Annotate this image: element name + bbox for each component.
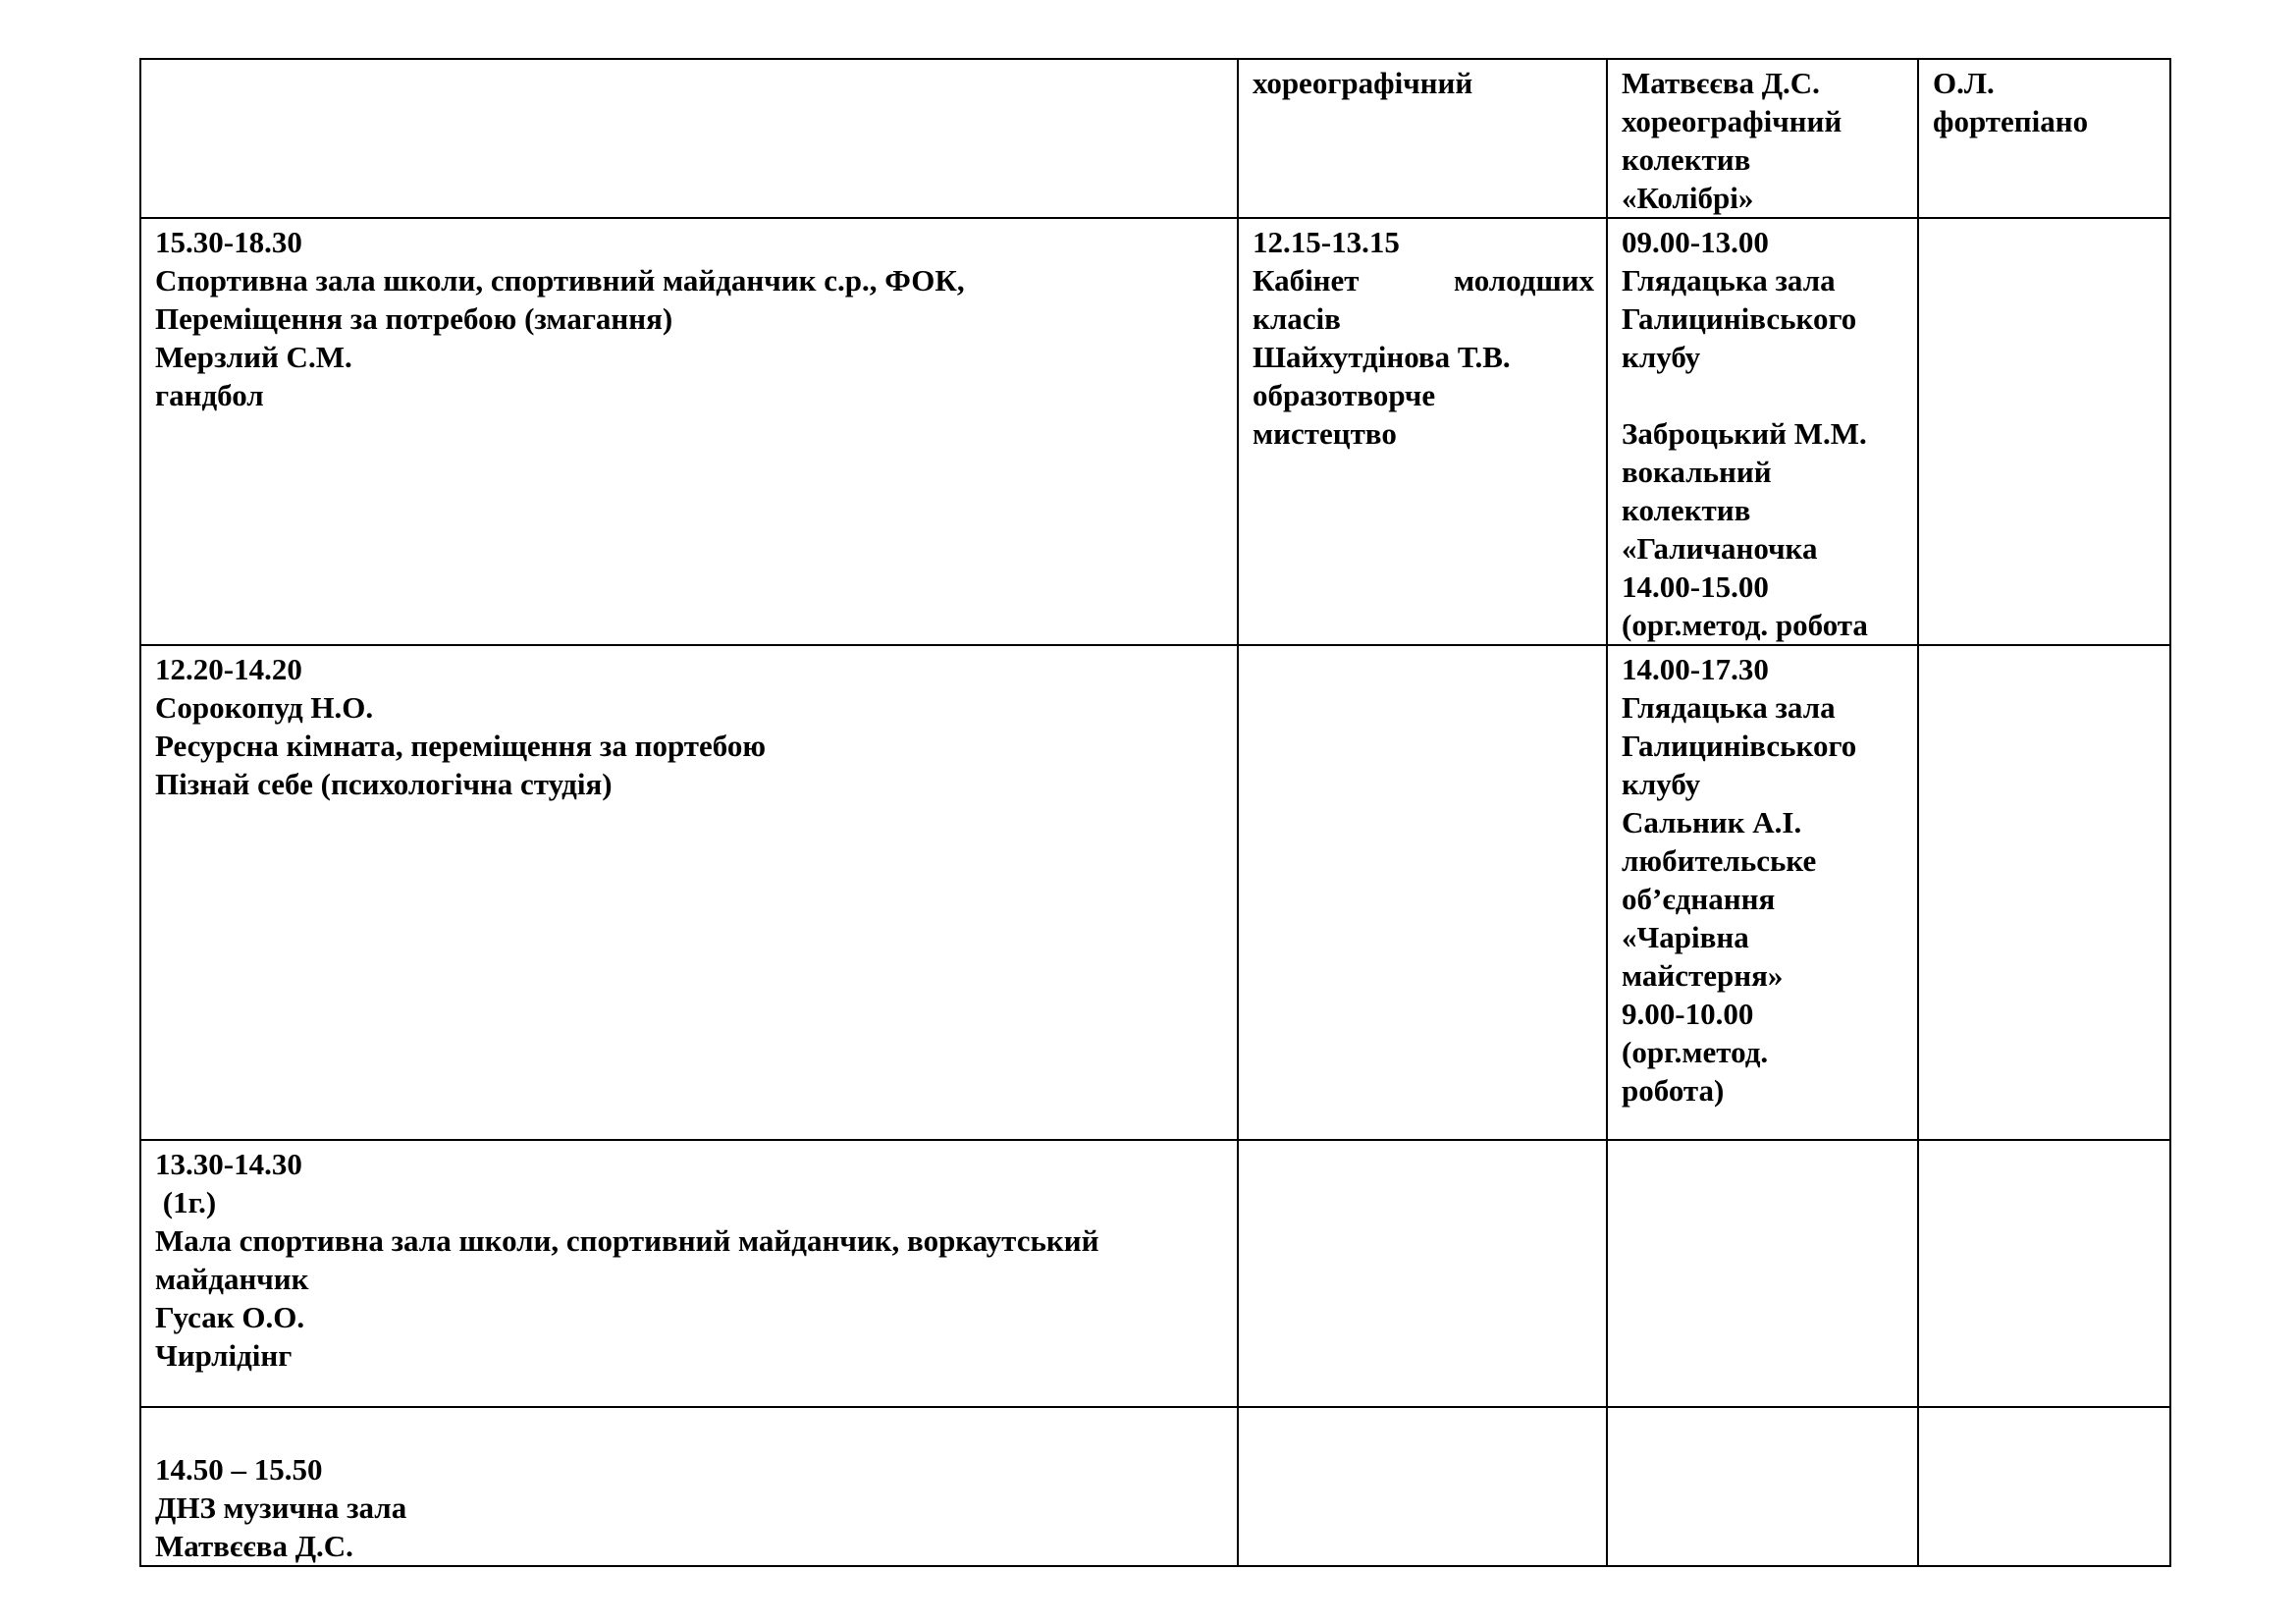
cell-text-justified	[1253, 261, 1594, 299]
cell-text: Мерзлий С.М.	[155, 340, 352, 374]
cell-text: Сальник А.І.	[1622, 805, 1802, 839]
cell-text: Переміщення за потребою (змагання)	[155, 301, 673, 336]
cell-text: 14.00-15.00	[1622, 569, 1769, 604]
table-cell	[1607, 1407, 1918, 1566]
table-cell	[1918, 59, 2170, 218]
cell-text: робота)	[1622, 1073, 1725, 1108]
cell-text: «Колібрі»	[1622, 181, 1754, 215]
cell-word: Кабінет	[1253, 263, 1360, 298]
cell-blank-line	[155, 1412, 1225, 1450]
cell-text: 15.30-18.30	[155, 225, 302, 259]
cell-text: клубу	[1622, 767, 1701, 801]
cell-text: 12.20-14.20	[155, 652, 302, 686]
table-cell	[1607, 218, 1918, 645]
cell-text: 13.30-14.30	[155, 1147, 302, 1181]
cell-word: молодших	[1453, 263, 1594, 298]
cell-text: Заброцький М.М.	[1622, 416, 1867, 451]
cell-text: Спортивна зала школи, спортивний майданчик с.р., ФОК,	[155, 263, 965, 298]
table-row	[140, 218, 2170, 645]
cell-text: колектив	[1622, 493, 1751, 527]
cell-text: колектив	[1622, 142, 1751, 177]
cell-text: фортепіано	[1933, 104, 2089, 138]
cell-text: клубу	[1622, 340, 1701, 374]
table-cell	[1607, 645, 1918, 1140]
cell-text: Ресурсна кімната, переміщення за портебою	[155, 729, 767, 763]
table-cell	[1238, 59, 1607, 218]
table-cell	[1918, 645, 2170, 1140]
cell-text: 14.50 – 15.50	[155, 1452, 323, 1487]
table-cell	[1607, 1140, 1918, 1407]
cell-text: класів	[1253, 301, 1341, 336]
cell-text: «Чарівна	[1622, 920, 1749, 954]
cell-text: майданчик	[155, 1262, 309, 1296]
cell-text: Мала спортивна зала школи, спортивний майданчик, воркаутський	[155, 1223, 1099, 1258]
table-cell	[1607, 59, 1918, 218]
cell-text: (1г.)	[155, 1185, 217, 1219]
cell-text: 14.00-17.30	[1622, 652, 1769, 686]
cell-text: любительське	[1622, 843, 1817, 878]
cell-text: Гусак О.О.	[155, 1300, 305, 1334]
cell-text: Матвєєва Д.С.	[155, 1529, 353, 1563]
cell-text: Галицинівського	[1622, 729, 1857, 763]
cell-blank-line	[1622, 376, 1905, 414]
table-cell	[140, 1407, 1238, 1566]
cell-text: (орг.метод.	[1622, 1035, 1769, 1069]
cell-text: Галицинівського	[1622, 301, 1857, 336]
cell-text: вокальний	[1622, 455, 1772, 489]
table-cell	[140, 645, 1238, 1140]
table-cell	[140, 59, 1238, 218]
cell-text: майстерня»	[1622, 958, 1784, 993]
cell-text: Матвєєва Д.С.	[1622, 66, 1820, 100]
table-row	[140, 59, 2170, 218]
cell-text: Пізнай себе (психологічна студія)	[155, 767, 613, 801]
schedule-table	[139, 58, 2171, 1567]
table-cell	[1238, 645, 1607, 1140]
cell-text: мистецтво	[1253, 416, 1397, 451]
table-cell	[1238, 218, 1607, 645]
cell-text: образотворче	[1253, 378, 1436, 412]
cell-text: Шайхутдінова Т.В.	[1253, 340, 1511, 374]
table-cell	[1918, 218, 2170, 645]
table-row	[140, 1407, 2170, 1566]
cell-text: об’єднання	[1622, 882, 1776, 916]
cell-text: гандбол	[155, 378, 264, 412]
cell-text: Сорокопуд Н.О.	[155, 690, 374, 725]
cell-text: (орг.метод. робота	[1622, 608, 1868, 642]
table-row	[140, 645, 2170, 1140]
cell-text: 09.00-13.00	[1622, 225, 1769, 259]
table-cell	[140, 218, 1238, 645]
cell-text: Глядацька зала	[1622, 263, 1836, 298]
table-cell	[140, 1140, 1238, 1407]
table-cell	[1918, 1140, 2170, 1407]
table-cell	[1238, 1407, 1607, 1566]
cell-text: О.Л.	[1933, 66, 1995, 100]
cell-text: Чирлідінг	[155, 1338, 293, 1373]
cell-text: «Галичаночка	[1622, 531, 1818, 566]
table-row	[140, 1140, 2170, 1407]
table-cell	[1918, 1407, 2170, 1566]
cell-text: Глядацька зала	[1622, 690, 1836, 725]
cell-text: 9.00-10.00	[1622, 997, 1754, 1031]
table-cell	[1238, 1140, 1607, 1407]
cell-text: ДНЗ музична зала	[155, 1490, 407, 1525]
cell-text: хореографічний	[1622, 104, 1842, 138]
cell-text: хореографічний	[1253, 66, 1473, 100]
cell-text: 12.15-13.15	[1253, 225, 1400, 259]
